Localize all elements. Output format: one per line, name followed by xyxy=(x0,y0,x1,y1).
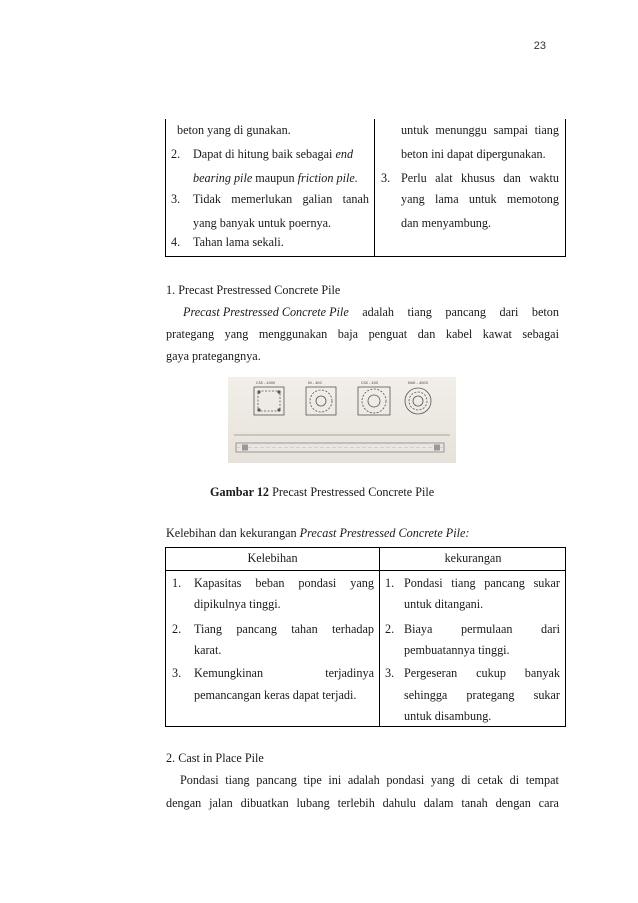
justified-line xyxy=(194,665,374,681)
justified-line xyxy=(180,772,559,788)
word: Tiang xyxy=(194,622,222,636)
justified-line xyxy=(404,687,560,703)
pile-diagram xyxy=(228,377,456,463)
word: di xyxy=(461,773,471,787)
figure-labels xyxy=(256,381,428,385)
word: tanah xyxy=(461,796,488,810)
advantages-disadvantages-table xyxy=(165,547,566,727)
table-cell-line: Tahan lama sekali. xyxy=(193,235,284,249)
word: menunggu xyxy=(435,123,487,137)
spun-pile-section xyxy=(405,388,431,414)
word: khusus xyxy=(461,171,495,185)
table-cell-line: pemancangan keras dapat terjadi. xyxy=(194,688,357,702)
word: Kapasitas xyxy=(194,576,242,590)
word: dan xyxy=(503,171,521,185)
word: dalam xyxy=(423,796,454,810)
justified-line xyxy=(166,326,559,342)
word: yang xyxy=(224,327,249,341)
table-cell-line xyxy=(404,687,560,703)
list-number: 2. xyxy=(385,622,395,636)
word: permulaan xyxy=(461,622,513,636)
text-run: Dapat di hitung baik sebagai xyxy=(193,147,336,161)
table-cell-line: untuk disambung. xyxy=(404,709,492,723)
table-intro xyxy=(166,525,469,541)
justified-line xyxy=(401,122,559,138)
figure-title: Precast Prestressed Concrete Pile xyxy=(269,485,435,499)
svg-text:CSS - 4000: CSS - 4000 xyxy=(256,381,276,385)
word: yang xyxy=(401,192,425,206)
list-number: 3. xyxy=(171,192,181,206)
section-heading: 1. Precast Prestressed Concrete Pile xyxy=(166,283,341,297)
table-cell-line xyxy=(401,170,559,186)
word: Tidak xyxy=(193,192,221,206)
justified-line xyxy=(401,191,559,207)
table-cell-line: beton ini dapat dipergunakan. xyxy=(401,147,546,161)
word: sehingga xyxy=(404,688,448,702)
word: tiang xyxy=(534,123,559,137)
table-cell-line xyxy=(401,191,559,207)
word: lama xyxy=(434,192,459,206)
justified-line xyxy=(193,191,369,207)
paragraph-line: gaya prategangnya. xyxy=(166,349,261,363)
justified-line xyxy=(404,665,560,681)
word: lubang xyxy=(296,796,330,810)
word: terjadinya xyxy=(325,666,374,680)
word: tipe xyxy=(303,773,322,787)
pile-cross-section-figure xyxy=(228,377,456,463)
header-cell-kekurangan: kekurangan xyxy=(444,551,502,565)
word: tiang xyxy=(225,773,250,787)
word: tiang xyxy=(407,305,432,319)
list-number: 2. xyxy=(172,622,182,636)
header-cell-kelebihan: Kelebihan xyxy=(247,551,298,565)
list-number: 1. xyxy=(385,576,395,590)
table-cell-line xyxy=(194,665,374,681)
italic-term: Precast Prestressed Concrete Pile xyxy=(183,305,349,319)
italic-term: friction pile. xyxy=(297,171,358,185)
word: baja xyxy=(337,327,359,341)
list-number: 3. xyxy=(172,666,182,680)
word: pancang xyxy=(445,305,486,319)
svg-text:CSS - 400: CSS - 400 xyxy=(361,381,379,385)
text-run: Kelebihan dan kekurangan xyxy=(166,526,300,540)
circular-pile-section-2 xyxy=(358,387,390,415)
word: tanah xyxy=(342,192,369,206)
word: penguat xyxy=(368,327,408,341)
word: cara xyxy=(538,796,559,810)
table-cell-line: karat. xyxy=(194,643,222,657)
word: beban xyxy=(255,576,285,590)
word: alat xyxy=(435,171,453,185)
justified-line xyxy=(194,575,374,591)
table-cell-line xyxy=(194,621,374,637)
word: tempat xyxy=(525,773,559,787)
word: pancang xyxy=(484,576,525,590)
list-number: 4. xyxy=(171,235,181,249)
list-number: 2. xyxy=(171,147,181,161)
table-cell-line: dan menyambung. xyxy=(401,216,492,230)
svg-text:NUK - 4000: NUK - 4000 xyxy=(408,381,428,385)
table-cell-line: pembuatannya tinggi. xyxy=(404,643,510,657)
list-number: 3. xyxy=(381,171,391,185)
pile-elevation xyxy=(236,443,444,452)
table-cell-line: untuk ditangani. xyxy=(404,597,484,611)
word: Pergeseran xyxy=(404,666,458,680)
table-cell-line xyxy=(401,122,559,138)
word: Biaya xyxy=(404,622,433,636)
figure-caption xyxy=(210,485,434,500)
table-cell-line xyxy=(194,575,374,591)
table-cell-line: yang banyak untuk poernya. xyxy=(193,216,332,230)
word: yang xyxy=(430,773,455,787)
word: cukup xyxy=(476,666,506,680)
word: beton xyxy=(531,305,559,319)
word: sebagai xyxy=(522,327,559,341)
word: Perlu xyxy=(401,171,427,185)
word: yang xyxy=(350,576,374,590)
table-column-divider xyxy=(374,119,375,257)
justified-line xyxy=(183,304,559,320)
italic-term: end xyxy=(335,147,354,161)
word: galian xyxy=(302,192,333,206)
table-cell-line: beton yang di gunakan. xyxy=(177,123,291,137)
word: pancang xyxy=(236,622,277,636)
table-cell-line xyxy=(193,170,358,186)
word: Kemungkinan xyxy=(194,666,264,680)
word: untuk xyxy=(468,192,497,206)
justified-line xyxy=(404,575,560,591)
table-border-bottom xyxy=(165,256,566,257)
table-cell-line xyxy=(404,575,560,591)
word: sampai xyxy=(493,123,528,137)
word: banyak xyxy=(524,666,560,680)
word: sukar xyxy=(533,688,560,702)
word: adalah xyxy=(347,773,380,787)
word: prategang xyxy=(166,327,215,341)
table-cell-line xyxy=(404,665,560,681)
word: kabel xyxy=(445,327,473,341)
table-border-right xyxy=(565,119,566,257)
word: dengan xyxy=(166,796,202,810)
word: terhadap xyxy=(332,622,374,636)
word: memotong xyxy=(506,192,559,206)
justified-line xyxy=(166,795,559,811)
word: terlebih xyxy=(337,796,375,810)
table-column-divider xyxy=(379,548,380,726)
word: cetak xyxy=(477,773,504,787)
justified-line xyxy=(401,170,559,186)
table-border-left xyxy=(165,119,166,257)
word: di xyxy=(509,773,520,787)
word: tahan xyxy=(291,622,318,636)
word: dan xyxy=(417,327,436,341)
word: dibuatkan xyxy=(240,796,289,810)
word: pondasi xyxy=(386,773,425,787)
list-number: 1. xyxy=(172,576,182,590)
section-heading: 2. Cast in Place Pile xyxy=(166,751,264,765)
word: memerlukan xyxy=(231,192,293,206)
justified-line xyxy=(194,621,374,637)
table-cell-line xyxy=(404,621,560,637)
list-number: 3. xyxy=(385,666,395,680)
word: pondasi xyxy=(298,576,337,590)
paragraph-line xyxy=(180,772,559,788)
paragraph-line xyxy=(166,326,559,342)
paragraph-line xyxy=(183,304,559,320)
word: dari xyxy=(541,622,560,636)
page-number: 23 xyxy=(533,40,546,52)
word: waktu xyxy=(529,171,559,185)
word: ini xyxy=(328,773,342,787)
table-cell-line xyxy=(193,146,353,162)
word: dahulu xyxy=(382,796,416,810)
italic-term: Precast Prestressed Concrete Pile: xyxy=(299,526,470,540)
word: prategang xyxy=(466,688,515,702)
word: untuk xyxy=(401,123,429,137)
figure-number: Gambar 12 xyxy=(210,485,270,499)
word: Pondasi xyxy=(404,576,443,590)
word: Pondasi xyxy=(180,773,219,787)
circular-pile-section-1 xyxy=(306,387,336,415)
square-pile-section xyxy=(254,387,284,415)
word: menggunakan xyxy=(258,327,328,341)
svg-text:Ni - 400: Ni - 400 xyxy=(308,381,322,385)
word: tiang xyxy=(451,576,476,590)
italic-term: bearing pile xyxy=(193,171,253,185)
word: kawat xyxy=(482,327,512,341)
table-cell-line xyxy=(193,191,369,207)
word: adalah xyxy=(362,305,395,319)
word: dari xyxy=(499,305,519,319)
word: dengan xyxy=(495,796,531,810)
paragraph-line xyxy=(166,795,559,811)
word: jalan xyxy=(209,796,233,810)
comparison-table-continued xyxy=(165,119,566,257)
text-run: maupun xyxy=(252,171,298,185)
table-cell-line: dipikulnya tinggi. xyxy=(194,597,281,611)
justified-line xyxy=(404,621,560,637)
word: pancang xyxy=(256,773,297,787)
word: sukar xyxy=(533,576,560,590)
